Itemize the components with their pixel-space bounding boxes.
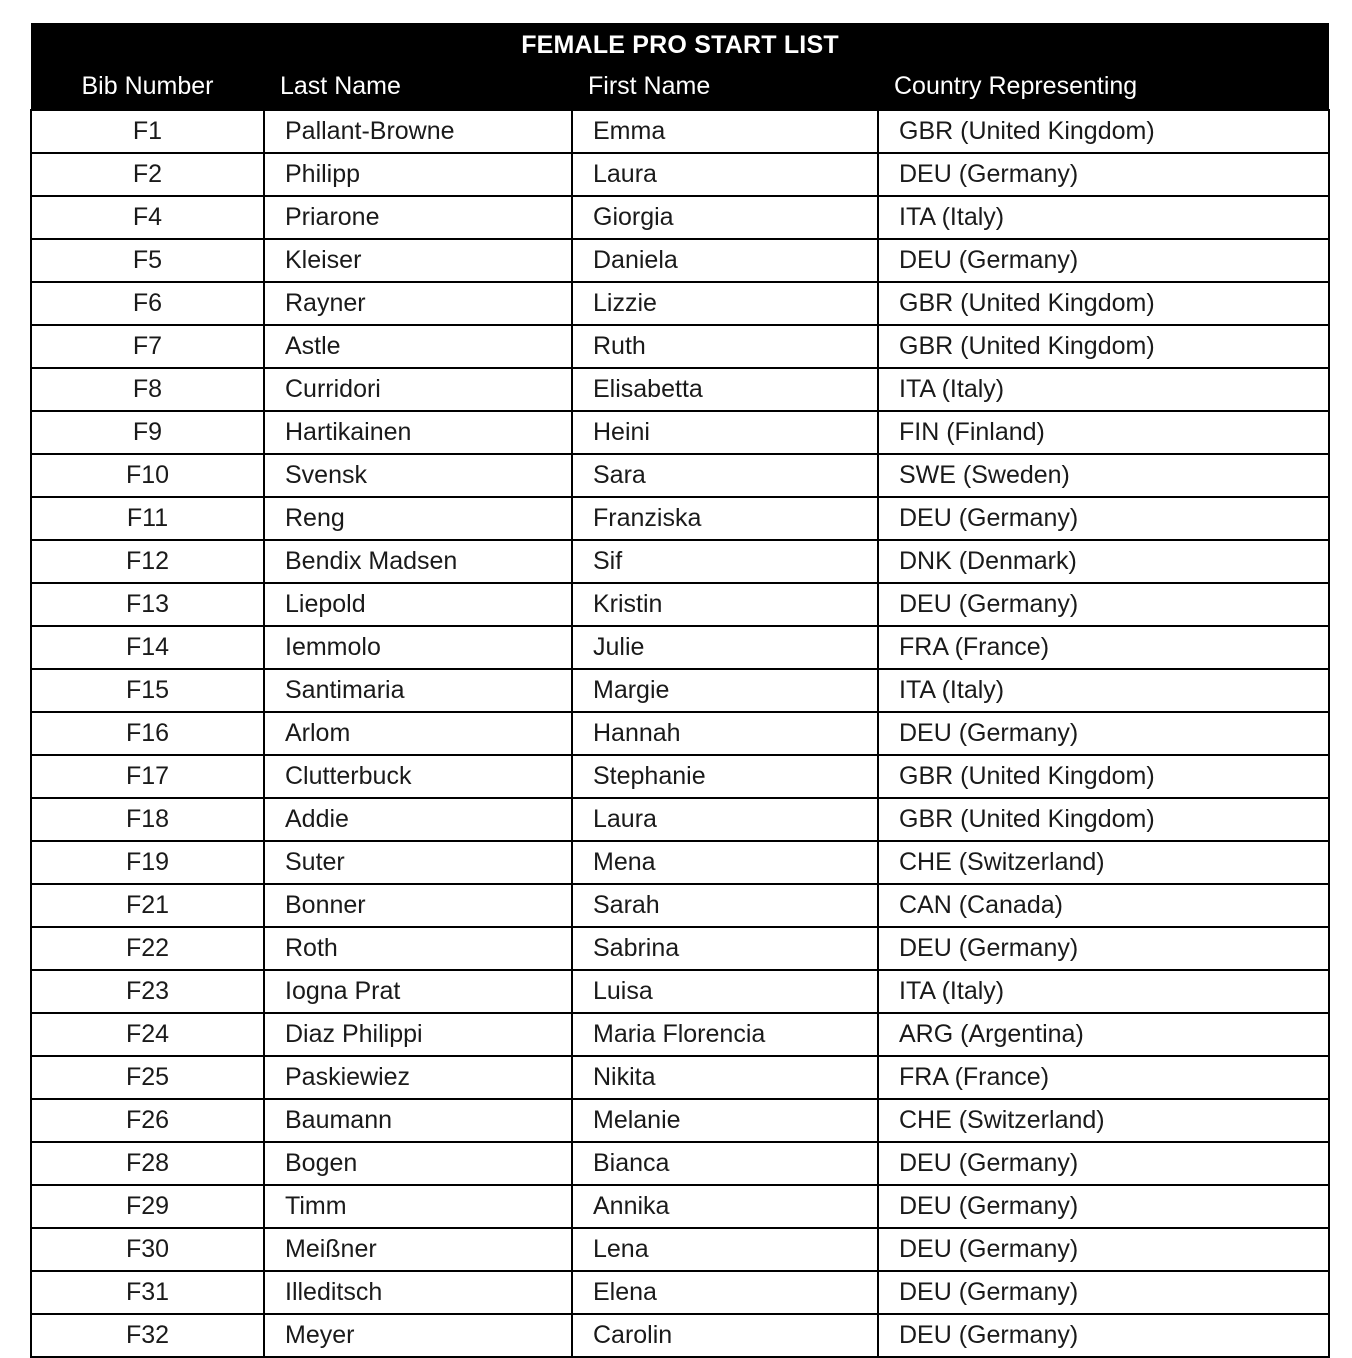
first-name-cell: Kristin: [572, 583, 878, 626]
bib-cell: F11: [31, 497, 264, 540]
country-cell: GBR (United Kingdom): [878, 282, 1329, 325]
country-cell: DEU (Germany): [878, 497, 1329, 540]
table-row: [31, 1228, 1329, 1271]
title-row: [31, 23, 1329, 65]
last-name-cell: Paskiewiez: [264, 1056, 572, 1099]
last-name-cell: Philipp: [264, 153, 572, 196]
last-name-cell: Astle: [264, 325, 572, 368]
first-name-cell: Franziska: [572, 497, 878, 540]
last-name-cell: Hartikainen: [264, 411, 572, 454]
table-row: [31, 196, 1329, 239]
last-name-cell: Santimaria: [264, 669, 572, 712]
country-cell: ITA (Italy): [878, 970, 1329, 1013]
first-name-cell: Elena: [572, 1271, 878, 1314]
bib-cell: F2: [31, 153, 264, 196]
first-name-cell: Laura: [572, 798, 878, 841]
bib-cell: F17: [31, 755, 264, 798]
country-cell: DEU (Germany): [878, 239, 1329, 282]
country-cell: ITA (Italy): [878, 368, 1329, 411]
first-name-cell: Melanie: [572, 1099, 878, 1142]
bib-cell: F9: [31, 411, 264, 454]
last-name-cell: Illeditsch: [264, 1271, 572, 1314]
header-bib-number: Bib Number: [31, 65, 264, 110]
bib-cell: F12: [31, 540, 264, 583]
last-name-cell: Kleiser: [264, 239, 572, 282]
country-cell: ARG (Argentina): [878, 1013, 1329, 1056]
bib-cell: F16: [31, 712, 264, 755]
table-row: [31, 1314, 1329, 1357]
bib-cell: F15: [31, 669, 264, 712]
first-name-cell: Sarah: [572, 884, 878, 927]
last-name-cell: Baumann: [264, 1099, 572, 1142]
table-header: [31, 23, 1329, 110]
bib-cell: F8: [31, 368, 264, 411]
first-name-cell: Mena: [572, 841, 878, 884]
last-name-cell: Meißner: [264, 1228, 572, 1271]
country-cell: DEU (Germany): [878, 1271, 1329, 1314]
country-cell: CHE (Switzerland): [878, 841, 1329, 884]
last-name-cell: Priarone: [264, 196, 572, 239]
table-row: [31, 325, 1329, 368]
table-row: [31, 497, 1329, 540]
last-name-cell: Bendix Madsen: [264, 540, 572, 583]
last-name-cell: Arlom: [264, 712, 572, 755]
first-name-cell: Lena: [572, 1228, 878, 1271]
column-header-row: [31, 65, 1329, 110]
country-cell: DEU (Germany): [878, 583, 1329, 626]
bib-cell: F24: [31, 1013, 264, 1056]
header-first-name: First Name: [572, 65, 878, 110]
first-name-cell: Hannah: [572, 712, 878, 755]
first-name-cell: Nikita: [572, 1056, 878, 1099]
table-row: [31, 884, 1329, 927]
first-name-cell: Sara: [572, 454, 878, 497]
country-cell: SWE (Sweden): [878, 454, 1329, 497]
last-name-cell: Bonner: [264, 884, 572, 927]
bib-cell: F7: [31, 325, 264, 368]
last-name-cell: Clutterbuck: [264, 755, 572, 798]
last-name-cell: Iogna Prat: [264, 970, 572, 1013]
last-name-cell: Pallant-Browne: [264, 110, 572, 153]
table-row: [31, 110, 1329, 153]
bib-cell: F10: [31, 454, 264, 497]
table-row: [31, 841, 1329, 884]
bib-cell: F26: [31, 1099, 264, 1142]
country-cell: FRA (France): [878, 626, 1329, 669]
table-row: [31, 540, 1329, 583]
table-row: [31, 1142, 1329, 1185]
header-country: Country Representing: [878, 65, 1329, 110]
table-body: [31, 110, 1329, 1357]
first-name-cell: Bianca: [572, 1142, 878, 1185]
first-name-cell: Emma: [572, 110, 878, 153]
country-cell: CHE (Switzerland): [878, 1099, 1329, 1142]
country-cell: GBR (United Kingdom): [878, 798, 1329, 841]
bib-cell: F19: [31, 841, 264, 884]
country-cell: CAN (Canada): [878, 884, 1329, 927]
table-row: [31, 153, 1329, 196]
start-list-table: [30, 23, 1330, 1358]
bib-cell: F13: [31, 583, 264, 626]
table-row: [31, 669, 1329, 712]
table-row: [31, 239, 1329, 282]
first-name-cell: Heini: [572, 411, 878, 454]
country-cell: DEU (Germany): [878, 1314, 1329, 1357]
last-name-cell: Suter: [264, 841, 572, 884]
country-cell: DEU (Germany): [878, 712, 1329, 755]
table-row: [31, 411, 1329, 454]
bib-cell: F21: [31, 884, 264, 927]
bib-cell: F6: [31, 282, 264, 325]
first-name-cell: Luisa: [572, 970, 878, 1013]
first-name-cell: Julie: [572, 626, 878, 669]
last-name-cell: Addie: [264, 798, 572, 841]
bib-cell: F30: [31, 1228, 264, 1271]
first-name-cell: Sabrina: [572, 927, 878, 970]
table-row: [31, 583, 1329, 626]
country-cell: DEU (Germany): [878, 1142, 1329, 1185]
bib-cell: F23: [31, 970, 264, 1013]
bib-cell: F31: [31, 1271, 264, 1314]
bib-cell: F25: [31, 1056, 264, 1099]
country-cell: DNK (Denmark): [878, 540, 1329, 583]
first-name-cell: Stephanie: [572, 755, 878, 798]
table-row: [31, 626, 1329, 669]
country-cell: DEU (Germany): [878, 1228, 1329, 1271]
country-cell: GBR (United Kingdom): [878, 110, 1329, 153]
bib-cell: F28: [31, 1142, 264, 1185]
table-row: [31, 1185, 1329, 1228]
start-list-container: [30, 23, 1328, 1358]
last-name-cell: Rayner: [264, 282, 572, 325]
table-row: [31, 1056, 1329, 1099]
last-name-cell: Reng: [264, 497, 572, 540]
bib-cell: F18: [31, 798, 264, 841]
first-name-cell: Lizzie: [572, 282, 878, 325]
first-name-cell: Carolin: [572, 1314, 878, 1357]
last-name-cell: Curridori: [264, 368, 572, 411]
bib-cell: F14: [31, 626, 264, 669]
first-name-cell: Annika: [572, 1185, 878, 1228]
table-row: [31, 798, 1329, 841]
last-name-cell: Bogen: [264, 1142, 572, 1185]
table-row: [31, 1099, 1329, 1142]
table-row: [31, 755, 1329, 798]
country-cell: DEU (Germany): [878, 153, 1329, 196]
first-name-cell: Maria Florencia: [572, 1013, 878, 1056]
last-name-cell: Svensk: [264, 454, 572, 497]
bib-cell: F22: [31, 927, 264, 970]
first-name-cell: Ruth: [572, 325, 878, 368]
first-name-cell: Sif: [572, 540, 878, 583]
table-row: [31, 927, 1329, 970]
bib-cell: F32: [31, 1314, 264, 1357]
table-row: [31, 1271, 1329, 1314]
table-row: [31, 712, 1329, 755]
last-name-cell: Meyer: [264, 1314, 572, 1357]
first-name-cell: Margie: [572, 669, 878, 712]
table-row: [31, 368, 1329, 411]
country-cell: GBR (United Kingdom): [878, 755, 1329, 798]
country-cell: GBR (United Kingdom): [878, 325, 1329, 368]
first-name-cell: Laura: [572, 153, 878, 196]
bib-cell: F1: [31, 110, 264, 153]
header-last-name: Last Name: [264, 65, 572, 110]
country-cell: DEU (Germany): [878, 1185, 1329, 1228]
last-name-cell: Iemmolo: [264, 626, 572, 669]
last-name-cell: Roth: [264, 927, 572, 970]
first-name-cell: Daniela: [572, 239, 878, 282]
country-cell: ITA (Italy): [878, 669, 1329, 712]
table-row: [31, 970, 1329, 1013]
country-cell: FIN (Finland): [878, 411, 1329, 454]
table-row: [31, 1013, 1329, 1056]
last-name-cell: Timm: [264, 1185, 572, 1228]
bib-cell: F5: [31, 239, 264, 282]
table-row: [31, 282, 1329, 325]
table-title: FEMALE PRO START LIST: [31, 23, 1329, 65]
table-row: [31, 454, 1329, 497]
bib-cell: F4: [31, 196, 264, 239]
bib-cell: F29: [31, 1185, 264, 1228]
last-name-cell: Diaz Philippi: [264, 1013, 572, 1056]
country-cell: ITA (Italy): [878, 196, 1329, 239]
first-name-cell: Elisabetta: [572, 368, 878, 411]
country-cell: DEU (Germany): [878, 927, 1329, 970]
first-name-cell: Giorgia: [572, 196, 878, 239]
country-cell: FRA (France): [878, 1056, 1329, 1099]
last-name-cell: Liepold: [264, 583, 572, 626]
